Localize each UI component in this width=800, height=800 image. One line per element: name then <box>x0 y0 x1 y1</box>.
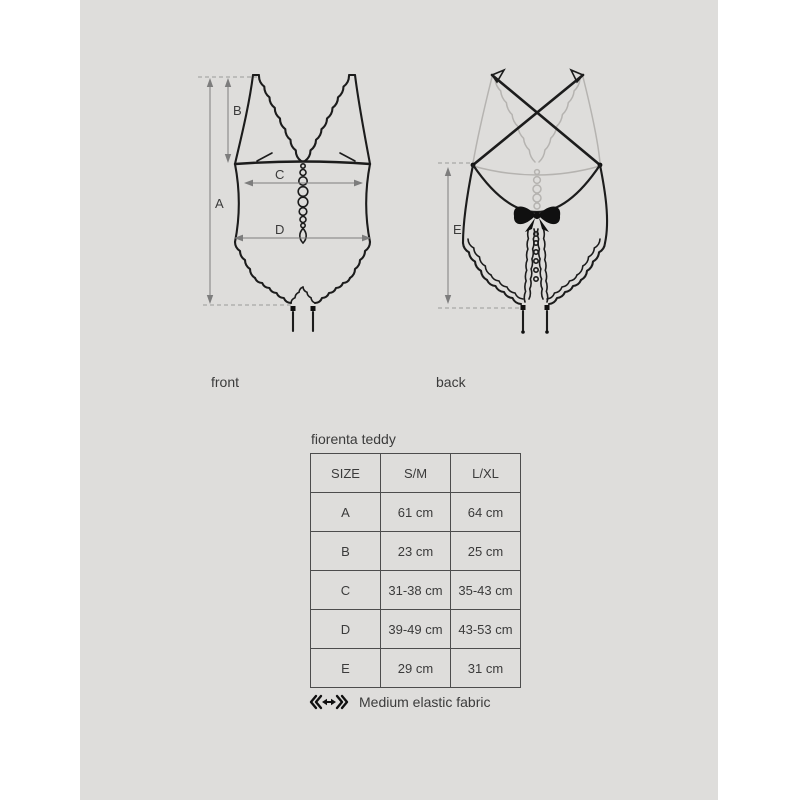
fabric-note-text: Medium elastic fabric <box>359 694 491 710</box>
table-row <box>311 532 521 571</box>
elastic-fabric-icon <box>309 694 349 710</box>
sm-value-cell: 61 cm <box>381 493 451 532</box>
front-center-bead-chain <box>298 164 308 243</box>
sm-value-cell: 29 cm <box>381 649 451 688</box>
front-view-label: front <box>211 374 240 390</box>
sm-value-cell: 39-49 cm <box>381 610 451 649</box>
sm-value-cell: 31-38 cm <box>381 571 451 610</box>
lxl-value-cell: 64 cm <box>451 493 521 532</box>
lxl-value-cell: 35-43 cm <box>451 571 521 610</box>
table-row <box>311 571 521 610</box>
table-row <box>311 649 521 688</box>
column-header-lxl: L/XL <box>451 454 521 493</box>
table-row <box>311 493 521 532</box>
back-view-label: back <box>436 374 466 390</box>
size-chart-table <box>310 453 521 688</box>
column-header-sm: S/M <box>381 454 451 493</box>
column-header-size: SIZE <box>311 454 381 493</box>
table-row <box>311 610 521 649</box>
dimension-cell: C <box>311 571 381 610</box>
back-crotch-strips <box>521 228 550 334</box>
front-dimension-lines <box>198 77 371 305</box>
sm-value-cell: 23 cm <box>381 532 451 571</box>
size-chart-title: fiorenta teddy <box>311 431 396 447</box>
dim-label-d: D <box>275 222 285 237</box>
fabric-footnote <box>309 694 491 710</box>
dim-label-c: C <box>275 167 285 182</box>
front-garment-outline <box>235 75 370 303</box>
dim-label-b: B <box>233 103 242 118</box>
front-view-diagram <box>195 62 385 342</box>
dimension-cell: E <box>311 649 381 688</box>
lxl-value-cell: 25 cm <box>451 532 521 571</box>
dimension-cell: B <box>311 532 381 571</box>
back-view-diagram <box>425 60 625 345</box>
lxl-value-cell: 43-53 cm <box>451 610 521 649</box>
dim-label-a: A <box>215 196 224 211</box>
size-chart-header-row <box>311 454 521 493</box>
lxl-value-cell: 31 cm <box>451 649 521 688</box>
dimension-cell: D <box>311 610 381 649</box>
dim-label-e: E <box>453 222 462 237</box>
dimension-cell: A <box>311 493 381 532</box>
bow-decoration <box>514 206 560 232</box>
front-garter-straps <box>291 306 316 331</box>
